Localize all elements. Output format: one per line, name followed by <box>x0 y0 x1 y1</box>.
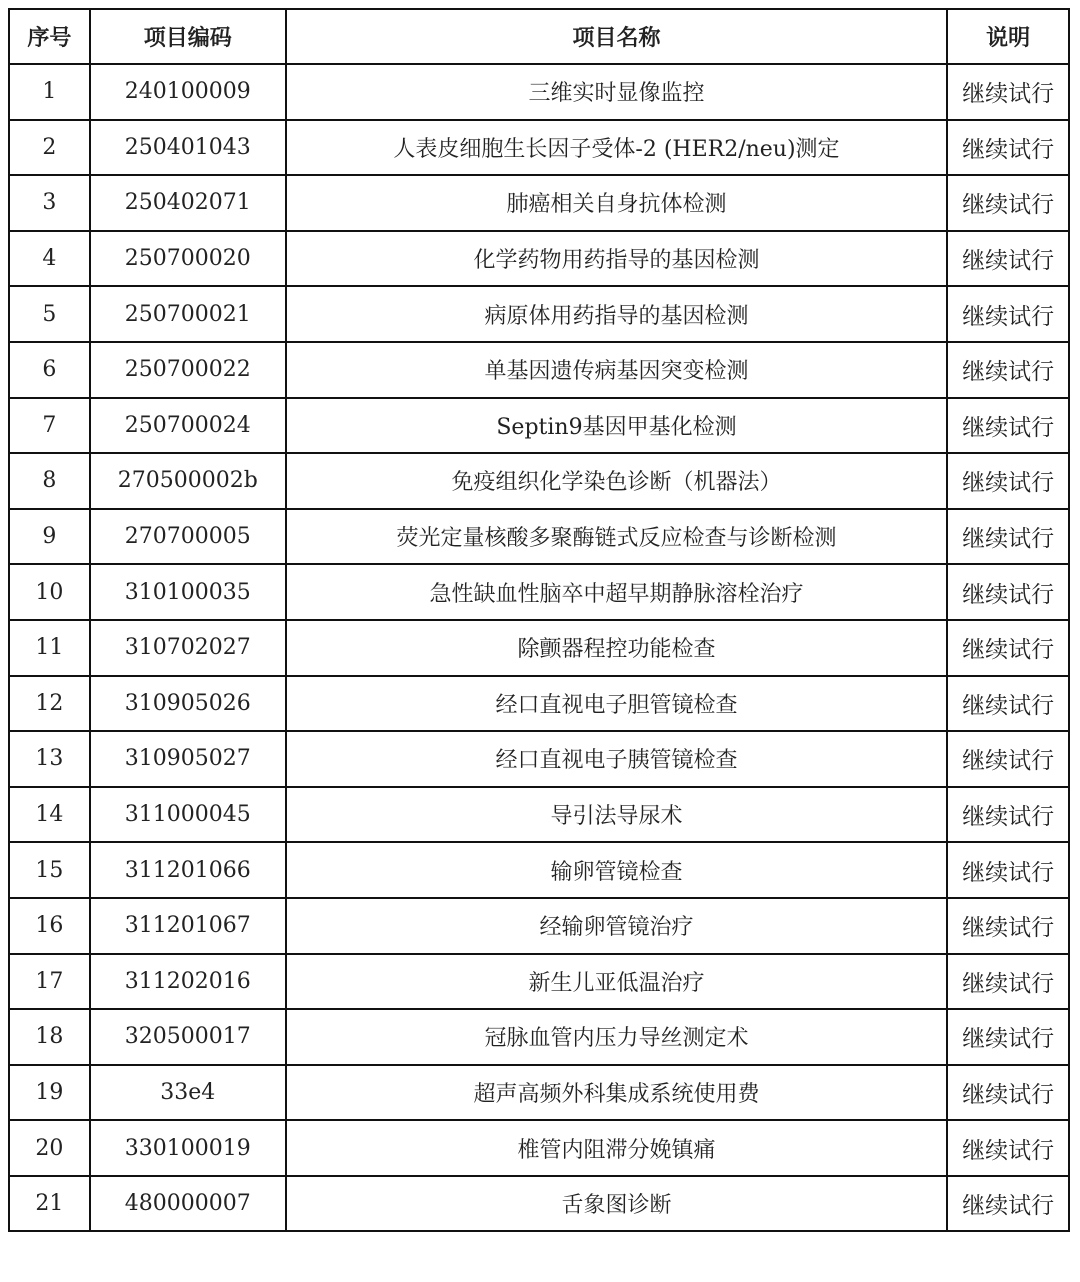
cell-name: Septin9基因甲基化检测 <box>286 398 948 454</box>
cell-index: 3 <box>9 175 90 231</box>
table-row <box>9 842 1069 898</box>
cell-note: 继续试行 <box>947 842 1069 898</box>
cell-code: 320500017 <box>90 1009 286 1065</box>
cell-name: 新生儿亚低温治疗 <box>286 954 948 1010</box>
cell-name: 经口直视电子胰管镜检查 <box>286 731 948 787</box>
cell-code: 270700005 <box>90 509 286 565</box>
cell-index: 15 <box>9 842 90 898</box>
cell-index: 13 <box>9 731 90 787</box>
cell-name: 肺癌相关自身抗体检测 <box>286 175 948 231</box>
cell-name: 单基因遗传病基因突变检测 <box>286 342 948 398</box>
cell-note: 继续试行 <box>947 731 1069 787</box>
table-row <box>9 1009 1069 1065</box>
cell-note: 继续试行 <box>947 1009 1069 1065</box>
cell-name: 荧光定量核酸多聚酶链式反应检查与诊断检测 <box>286 509 948 565</box>
cell-index: 17 <box>9 954 90 1010</box>
cell-code: 310702027 <box>90 620 286 676</box>
cell-code: 250700020 <box>90 231 286 287</box>
cell-name: 经口直视电子胆管镜检查 <box>286 676 948 732</box>
cell-note: 继续试行 <box>947 1120 1069 1176</box>
table-row <box>9 120 1069 176</box>
cell-note: 继续试行 <box>947 1065 1069 1121</box>
cell-note: 继续试行 <box>947 453 1069 509</box>
cell-index: 7 <box>9 398 90 454</box>
header-note: 说明 <box>947 9 1069 64</box>
cell-note: 继续试行 <box>947 231 1069 287</box>
table-row <box>9 64 1069 120</box>
cell-note: 继续试行 <box>947 898 1069 954</box>
cell-name: 三维实时显像监控 <box>286 64 948 120</box>
cell-index: 20 <box>9 1120 90 1176</box>
cell-index: 4 <box>9 231 90 287</box>
cell-name: 冠脉血管内压力导丝测定术 <box>286 1009 948 1065</box>
cell-index: 8 <box>9 453 90 509</box>
cell-code: 311201066 <box>90 842 286 898</box>
cell-index: 5 <box>9 286 90 342</box>
cell-note: 继续试行 <box>947 954 1069 1010</box>
cell-name: 经输卵管镜治疗 <box>286 898 948 954</box>
header-name: 项目名称 <box>286 9 948 64</box>
cell-code: 311202016 <box>90 954 286 1010</box>
cell-note: 继续试行 <box>947 120 1069 176</box>
cell-code: 310100035 <box>90 564 286 620</box>
cell-code: 480000007 <box>90 1176 286 1232</box>
cell-code: 311201067 <box>90 898 286 954</box>
cell-index: 2 <box>9 120 90 176</box>
cell-index: 16 <box>9 898 90 954</box>
cell-code: 250700021 <box>90 286 286 342</box>
cell-name: 人表皮细胞生长因子受体-2 (HER2/neu)测定 <box>286 120 948 176</box>
cell-code: 310905026 <box>90 676 286 732</box>
cell-code: 250401043 <box>90 120 286 176</box>
cell-name: 除颤器程控功能检查 <box>286 620 948 676</box>
cell-code: 250700022 <box>90 342 286 398</box>
cell-code: 240100009 <box>90 64 286 120</box>
table-row <box>9 676 1069 732</box>
table-row <box>9 175 1069 231</box>
cell-name: 免疫组织化学染色诊断（机器法） <box>286 453 948 509</box>
cell-code: 270500002b <box>90 453 286 509</box>
cell-code: 33e4 <box>90 1065 286 1121</box>
table-row <box>9 620 1069 676</box>
cell-index: 12 <box>9 676 90 732</box>
cell-note: 继续试行 <box>947 620 1069 676</box>
cell-note: 继续试行 <box>947 787 1069 843</box>
cell-name: 舌象图诊断 <box>286 1176 948 1232</box>
cell-note: 继续试行 <box>947 286 1069 342</box>
cell-index: 1 <box>9 64 90 120</box>
cell-code: 250402071 <box>90 175 286 231</box>
cell-note: 继续试行 <box>947 509 1069 565</box>
cell-index: 9 <box>9 509 90 565</box>
table-row <box>9 1176 1069 1232</box>
cell-code: 330100019 <box>90 1120 286 1176</box>
cell-note: 继续试行 <box>947 676 1069 732</box>
cell-index: 11 <box>9 620 90 676</box>
cell-note: 继续试行 <box>947 342 1069 398</box>
cell-index: 18 <box>9 1009 90 1065</box>
table-row <box>9 898 1069 954</box>
cell-name: 急性缺血性脑卒中超早期静脉溶栓治疗 <box>286 564 948 620</box>
cell-note: 继续试行 <box>947 175 1069 231</box>
table-row <box>9 286 1069 342</box>
table-row <box>9 398 1069 454</box>
cell-index: 19 <box>9 1065 90 1121</box>
table-row <box>9 1120 1069 1176</box>
table-row <box>9 342 1069 398</box>
cell-note: 继续试行 <box>947 398 1069 454</box>
cell-code: 310905027 <box>90 731 286 787</box>
cell-index: 14 <box>9 787 90 843</box>
cell-name: 超声高频外科集成系统使用费 <box>286 1065 948 1121</box>
cell-note: 继续试行 <box>947 64 1069 120</box>
table-row <box>9 787 1069 843</box>
cell-code: 311000045 <box>90 787 286 843</box>
cell-index: 21 <box>9 1176 90 1232</box>
cell-name: 椎管内阻滞分娩镇痛 <box>286 1120 948 1176</box>
header-code: 项目编码 <box>90 9 286 64</box>
table-row <box>9 731 1069 787</box>
table-header-row <box>9 9 1069 64</box>
cell-name: 病原体用药指导的基因检测 <box>286 286 948 342</box>
table-row <box>9 1065 1069 1121</box>
cell-name: 化学药物用药指导的基因检测 <box>286 231 948 287</box>
table-row <box>9 453 1069 509</box>
table-row <box>9 954 1069 1010</box>
cell-index: 6 <box>9 342 90 398</box>
cell-index: 10 <box>9 564 90 620</box>
cell-note: 继续试行 <box>947 1176 1069 1232</box>
table-row <box>9 231 1069 287</box>
table-row <box>9 564 1069 620</box>
cell-note: 继续试行 <box>947 564 1069 620</box>
table-row <box>9 509 1069 565</box>
cell-name: 导引法导尿术 <box>286 787 948 843</box>
cell-code: 250700024 <box>90 398 286 454</box>
header-index: 序号 <box>9 9 90 64</box>
project-table <box>8 8 1070 1232</box>
cell-name: 输卵管镜检查 <box>286 842 948 898</box>
